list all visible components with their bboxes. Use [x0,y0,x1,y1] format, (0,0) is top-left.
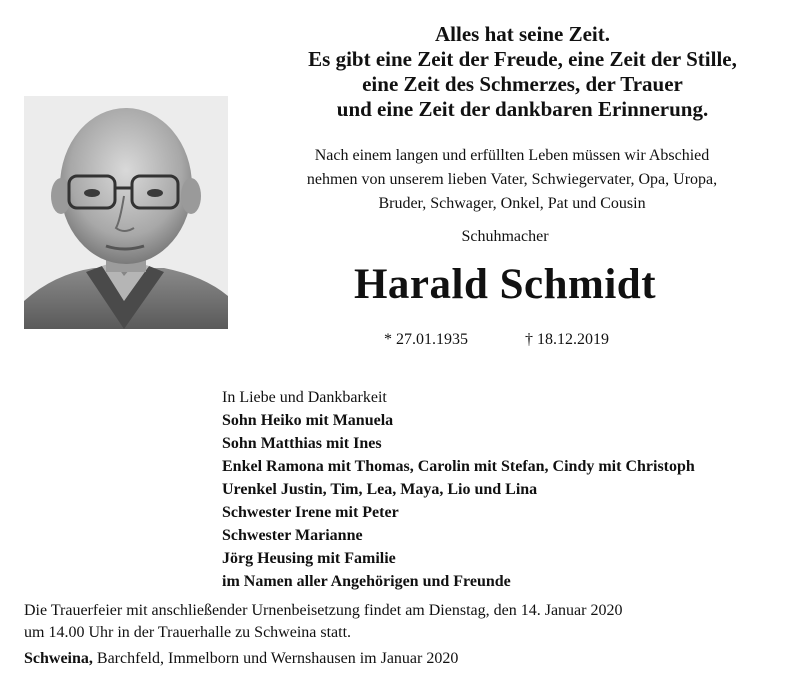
announcement-line: Nach einem langen und erfüllten Leben müssen wir Abschied [314,147,710,164]
death-date: † 18.12.2019 [525,331,609,348]
birth-date: * 27.01.1935 [384,331,468,348]
mourner-line: im Namen aller Angehörigen und Freunde [222,573,511,590]
verse-line: eine Zeit des Schmerzes, der Trauer [362,72,683,96]
portrait-photo [24,96,228,329]
announcement-line: nehmen von unserem lieben Vater, Schwiegervater, Opa, Uropa, [306,171,718,188]
place-and-date [24,648,794,670]
verse-line: Es gibt eine Zeit der Freude, eine Zeit der Stille, [308,47,737,71]
funeral-service-info [24,600,794,644]
announcement-line: Bruder, Schwager, Onkel, Pat und Cousin [378,195,646,212]
verse-line: Alles hat seine Zeit. [435,22,610,46]
occupation: Schuhmacher [461,228,549,245]
announcement-text [238,144,786,216]
mourners-intro: In Liebe und Dankbarkeit [222,389,387,406]
place-town: Schweina, [24,650,93,667]
mourner-line: Sohn Matthias mit Ines [222,435,382,452]
mourners-list [222,386,792,593]
mourner-line: Schwester Marianne [222,527,363,544]
service-line: um 14.00 Uhr in der Trauerhalle zu Schweina statt. [24,624,352,641]
verse-line: und eine Zeit der dankbaren Erinnerung. [336,97,709,121]
mourner-line: Enkel Ramona mit Thomas, Carolin mit Stefan, Cindy mit Christoph [222,458,695,475]
service-line: Die Trauerfeier mit anschließender Urnenbeisetzung findet am Dienstag, den 14. Januar 2020 [24,602,623,619]
verse [250,22,795,122]
place-rest: Barchfeld, Immelborn und Wernshausen im Januar 2020 [92,650,459,667]
deceased-name: Harald Schmidt [353,261,657,308]
portrait-illustration [24,96,228,329]
mourner-line: Schwester Irene mit Peter [222,504,399,521]
mourner-line: Sohn Heiko mit Manuela [222,412,394,429]
mourner-line: Jörg Heusing mit Familie [222,550,396,567]
mourner-line: Urenkel Justin, Tim, Lea, Maya, Lio und Lina [222,481,538,498]
